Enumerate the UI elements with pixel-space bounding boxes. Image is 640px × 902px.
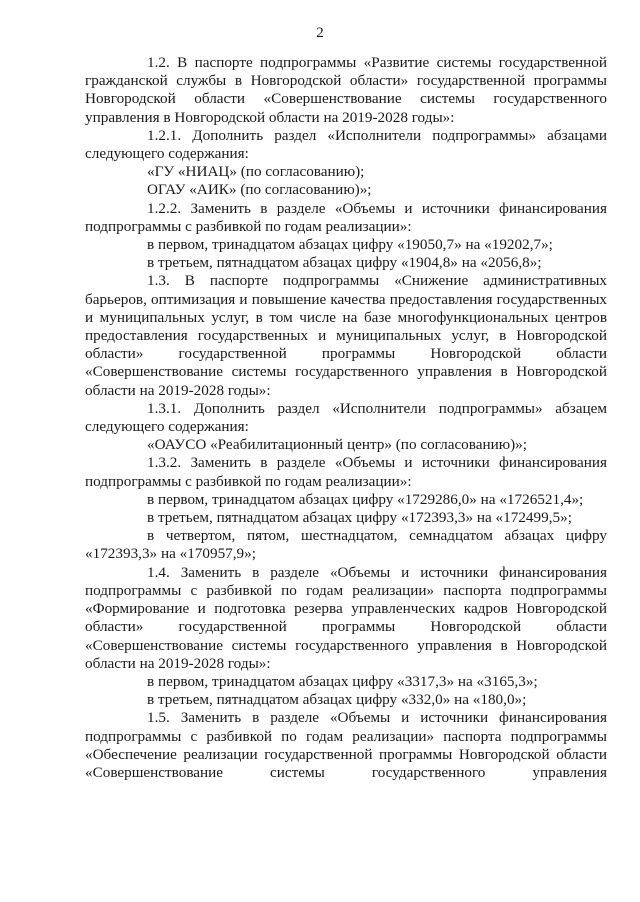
paragraph-1-4-third: в третьем, пятнадцатом абзацах цифру «332,0» на «180,0»; — [147, 691, 527, 709]
paragraph-1-4-first: в первом, тринадцатом абзацах цифру «3317,3» на «3165,3»; — [147, 672, 538, 690]
paragraph-1-3-2-first: в первом, тринадцатом абзацах цифру «1729286,0» на «1726521,4»; — [147, 490, 584, 508]
paragraph-1-2-2-third: в третьем, пятнадцатом абзацах цифру «1904,8» на «2056,8»; — [147, 254, 542, 272]
paragraph-1-3-2-fourth: в четвертом, пятом, шестнадцатом, семнадцатом абзацах цифру «172393,3» на «170957,9»; — [85, 527, 607, 563]
paragraph-1-3-2: 1.3.2. Заменить в разделе «Объемы и источники финансирования подпрограммы с разбивкой по годам реализации»: — [85, 454, 607, 490]
paragraph-1-2: 1.2. В паспорте подпрограммы «Развитие системы государственной гражданской службы в Новгородской области» государственной программы Новгородской области «Совершенствование системы государственного управления в Новгородской области на 2019-2028 годы»: — [85, 54, 607, 126]
document-body — [85, 54, 607, 782]
paragraph-1-4: 1.4. Заменить в разделе «Объемы и источники финансирования подпрограммы с разбивкой по годам реализации» паспорта подпрограммы «Формирование и подготовка резерва управленческих кадров Новгородской области» государственной программы Новгородской области «Совершенствование системы государственного управления в Новгородской области на 2019-2028 годы»: — [85, 563, 607, 672]
paragraph-1-3-1: 1.3.1. Дополнить раздел «Исполнители подпрограммы» абзацем следующего содержания: — [85, 399, 607, 436]
paragraph-1-3-2-third: в третьем, пятнадцатом абзацах цифру «172393,3» на «172499,5»; — [147, 509, 572, 527]
page-number: 2 — [316, 25, 324, 41]
paragraph-1-2-1: 1.2.1. Дополнить раздел «Исполнители подпрограммы» абзацами следующего содержания: — [85, 126, 607, 163]
paragraph-1-2-2: 1.2.2. Заменить в разделе «Объемы и источники финансирования подпрограммы с разбивкой по годам реализации»: — [85, 199, 607, 235]
paragraph-executor-niac: «ГУ «НИАЦ» (по согласованию); — [147, 163, 365, 181]
paragraph-executor-rehab: «ОАУСО «Реабилитационный центр» (по согласованию)»; — [147, 436, 527, 454]
paragraph-executor-aik: ОГАУ «АИК» (по согласованию)»; — [147, 181, 372, 199]
paragraph-1-3: 1.3. В паспорте подпрограммы «Снижение административных барьеров, оптимизация и повышение качества предоставления государственных и муниципальных услуг, в том числе на базе многофункциональных центров предоставления государственных и муниципальных услуг, в Новгородской области» государственной программы Новгородской области «Совершенствование системы государственного управления в Новгородской области на 2019-2028 годы»: — [85, 272, 607, 399]
paragraph-1-5: 1.5. Заменить в разделе «Объемы и источники финансирования подпрограммы с разбивкой по годам реализации» паспорта подпрограммы «Обеспечение реализации государственной программы Новгородской области «Совершенствование системы государственного управления — [85, 709, 607, 781]
paragraph-1-2-2-first: в первом, тринадцатом абзацах цифру «19050,7» на «19202,7»; — [147, 236, 553, 254]
